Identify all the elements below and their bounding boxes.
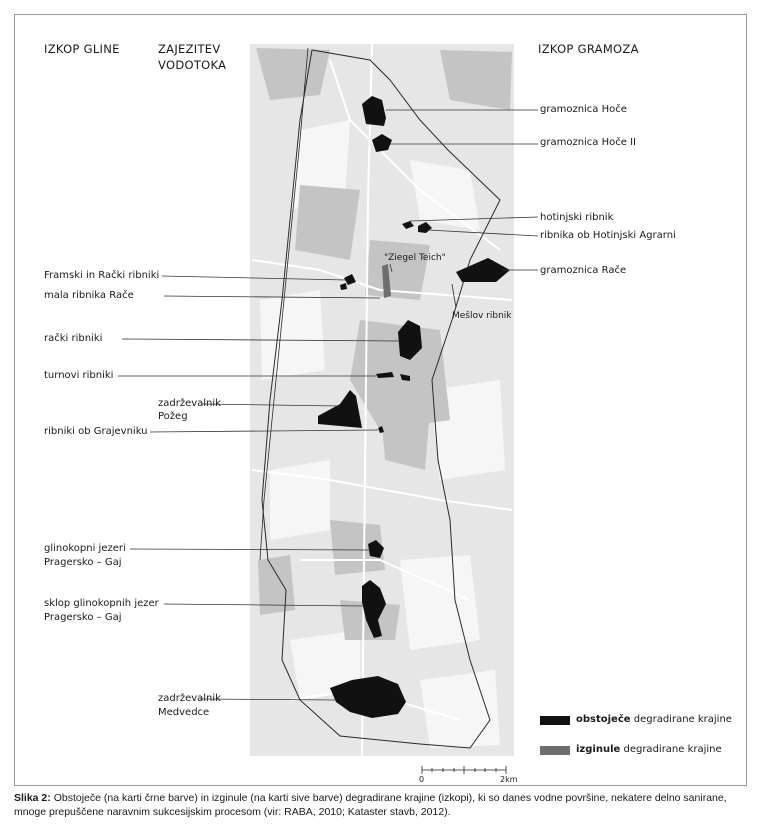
figure-caption (14, 791, 749, 819)
label-mala-ribnika-race: mala ribnika Rače (44, 290, 134, 301)
label-glinokopni-jezeri-1: glinokopni jezeri (44, 543, 126, 554)
header-dam-line2: VODOTOKA (158, 58, 227, 72)
legend-existing (576, 714, 732, 725)
label-ziegel-teich: "Ziegel Teich" (384, 253, 446, 263)
header-clay-excavation: IZKOP GLINE (44, 42, 120, 56)
legend-existing-bold: obstoječe (576, 714, 631, 725)
label-gramoznica-hoce: gramoznica Hoče (540, 104, 627, 115)
header-dam-line1: ZAJEZITEV (158, 42, 221, 56)
legend-vanished-rest: degradirane krajine (620, 744, 722, 755)
legend-swatch-existing (540, 716, 570, 725)
legend-swatch-vanished (540, 746, 570, 755)
legend-vanished (576, 744, 722, 755)
label-zadrzevalnik-medvedce-2: Medvedce (158, 707, 210, 718)
label-ribnika-hotinjski-agrarni: ribnika ob Hotinjski Agrarni (540, 230, 676, 241)
label-zadrzevalnik-medvedce-1: zadrževalnik (158, 693, 221, 704)
caption-text: Obstoječe (na karti črne barve) in izginule (na karti sive barve) degradirane krajine (izkopi), ki so danes vodne površine, nekatere delno sanirane, mnoge prepuščene naravnim sukcesijskim procesom (vir: RABA, 2010; Kataster stavb, 2012). (14, 792, 727, 818)
label-hotinjski-ribnik: hotinjski ribnik (540, 212, 614, 223)
label-framski-racki: Framski in Rački ribniki (44, 270, 160, 281)
header-gravel-excavation: IZKOP GRAMOZA (538, 42, 639, 56)
label-zadrzevalnik-pozeg-1: zadrževalnik (158, 398, 221, 409)
label-ribniki-grajevnik: ribniki ob Grajevniku (44, 426, 148, 437)
label-gramoznica-race: gramoznica Rače (540, 265, 627, 276)
label-racki-ribniki: rački ribniki (44, 333, 103, 344)
scale-bar (422, 766, 506, 774)
legend-vanished-bold: izginule (576, 744, 621, 755)
scale-end: 2km (500, 775, 518, 784)
label-meslov-ribnik: Mešlov ribnik (452, 311, 512, 321)
legend-existing-rest: degradirane krajine (630, 714, 732, 725)
label-gramoznica-hoce-ii: gramoznica Hoče II (540, 137, 636, 148)
label-glinokopni-jezeri-2: Pragersko – Gaj (44, 557, 122, 568)
caption-label: Slika 2: (14, 792, 51, 804)
label-zadrzevalnik-pozeg-2: Požeg (158, 411, 188, 422)
label-turnovi-ribniki: turnovi ribniki (44, 370, 114, 381)
scale-start: 0 (419, 775, 425, 784)
label-sklop-glinokopnih-2: Pragersko – Gaj (44, 612, 122, 623)
label-sklop-glinokopnih-1: sklop glinokopnih jezer (44, 598, 159, 609)
